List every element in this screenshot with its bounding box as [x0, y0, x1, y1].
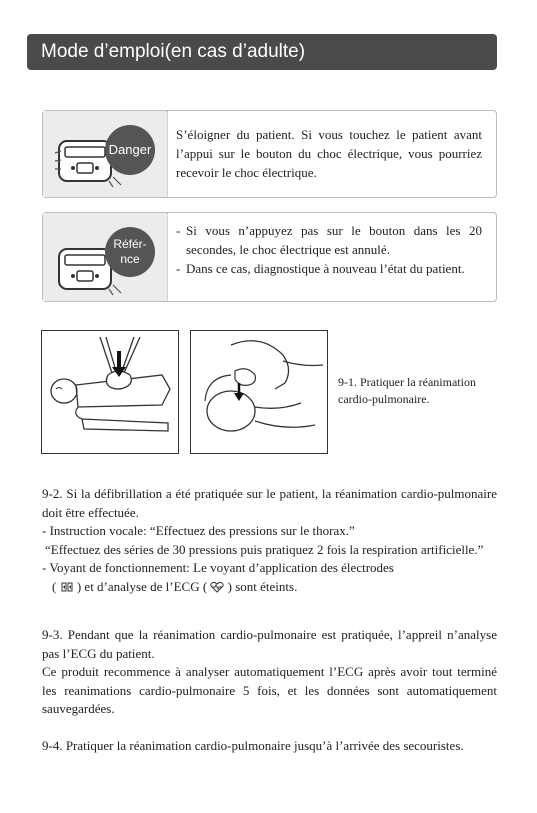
- extinguished-text: ) sont éteints.: [227, 578, 298, 594]
- section-title: Mode d’emploi(en cas d’adulte): [41, 41, 306, 62]
- step-9-4: [42, 737, 497, 756]
- reference-item: [176, 259, 482, 278]
- chest-compression-illustration: [42, 331, 178, 453]
- reference-notice: [42, 212, 497, 302]
- step-9-2: [42, 485, 497, 596]
- step-9-3: [42, 626, 497, 719]
- danger-badge-label: Danger: [108, 142, 152, 157]
- step-9-3-restart: Ce produit recommence à analyser automatiquement l’ECG après avoir tout terminé les reanimations cardio-pulmonaire 5 fois, et les données sont automatiquement sauvegardées.: [42, 664, 497, 716]
- step-9-2-intro: 9-2. Si la défibrillation a été pratiquée sur le patient, la réanimation cardio-pulmonaire doit être effectuée.: [42, 486, 497, 520]
- reference-item-text: Si vous n’appuyez pas sur le bouton dans les 20 secondes, le choc électrique est annulé.: [186, 223, 482, 257]
- step-9-2-voice-instruction: - Instruction vocale: “Effectuez des pressions sur le thorax.”: [42, 523, 355, 538]
- step-9-2-voice-series: “Effectuez des séries de 30 pressions puis pratiquez 2 fois la respiration artificielle.”: [45, 541, 484, 557]
- step-9-1-caption: [338, 374, 498, 408]
- electrode-icon: [60, 581, 74, 593]
- reference-text: [176, 221, 482, 278]
- rescue-breathing-illustration: [191, 331, 327, 453]
- step-9-4-text: 9-4. Pratiquer la réanimation cardio-pulmonaire jusqu’à l’arrivée des secouristes.: [42, 738, 464, 753]
- step-9-2-indicator-icons: [42, 578, 497, 597]
- step-9-2-indicator: - Voyant de fonctionnement: Le voyant d’application des électrodes: [42, 560, 394, 575]
- paren-open: (: [52, 578, 57, 594]
- reference-side-panel: [43, 213, 168, 301]
- reference-item: [176, 221, 482, 259]
- reference-badge-line2: nce: [120, 252, 140, 266]
- reference-badge-line1: Référ-: [113, 237, 147, 251]
- chest-compression-figure: [41, 330, 179, 454]
- section-header: [27, 34, 497, 70]
- danger-notice: [42, 110, 497, 198]
- ecg-heart-icon: [210, 581, 224, 593]
- reference-item-text: Dans ce cas, diagnostique à nouveau l’état du patient.: [186, 261, 465, 276]
- ecg-text: ) et d’analyse de l’ECG (: [76, 578, 208, 594]
- reference-item-dash: -: [176, 261, 181, 276]
- rescue-breathing-figure: [190, 330, 328, 454]
- danger-badge: [105, 125, 155, 175]
- step-9-3-intro: 9-3. Pendant que la réanimation cardio-pulmonaire est pratiquée, l’appreil n’analyse pas l’ECG du patient.: [42, 627, 497, 661]
- reference-item-dash: -: [176, 223, 181, 238]
- reference-badge: [105, 227, 155, 277]
- danger-text: [176, 125, 482, 182]
- danger-text-content: S’éloigner du patient. Si vous touchez le patient avant l’appui sur le bouton du choc électrique, vous pourriez recevoir le choc électrique.: [176, 127, 482, 180]
- step-9-1-text: 9-1. Pratiquer la réanimation cardio-pulmonaire.: [338, 375, 476, 406]
- danger-side-panel: [43, 111, 168, 197]
